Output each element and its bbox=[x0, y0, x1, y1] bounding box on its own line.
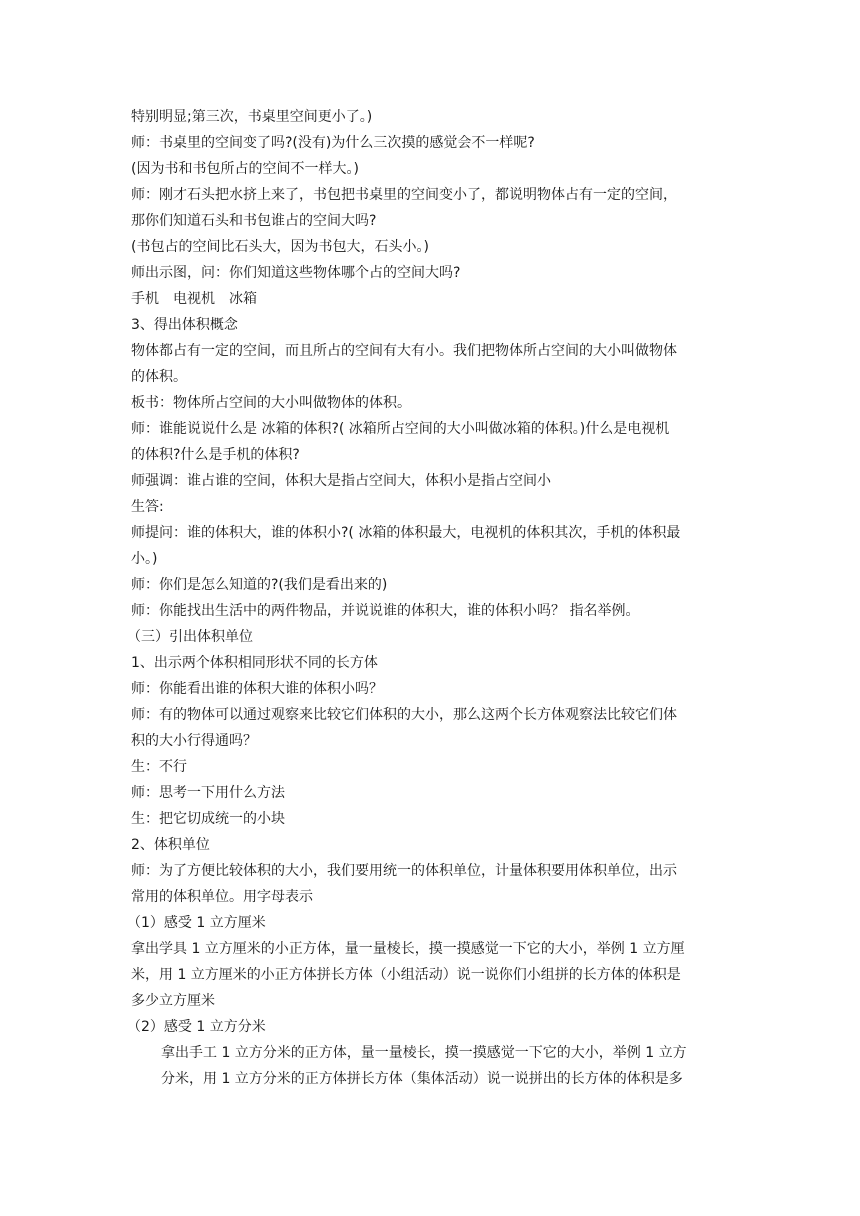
text-line: 分米，用 1 立方分米的正方体拼长方体（集体活动）说一说拼出的长方体的体积是多 bbox=[161, 1071, 683, 1087]
section-heading: （2）感受 1 立方分米 bbox=[127, 1019, 266, 1035]
section-heading: （1）感受 1 立方厘米 bbox=[127, 915, 266, 931]
document-body bbox=[127, 104, 731, 1092]
text-line: 师提问：谁的体积大，谁的体积小?( 冰箱的体积最大，电视机的体积其次，手机的体积最 bbox=[131, 525, 681, 541]
text-line: 师：谁能说说什么是 冰箱的体积?( 冰箱所占空间的大小叫做冰箱的体积。)什么是电视机 bbox=[131, 421, 670, 437]
text-line: 师：你能找出生活中的两件物品，并说说谁的体积大，谁的体积小吗？ 指名举例。 bbox=[131, 603, 640, 619]
text-line: 师出示图，问：你们知道这些物体哪个占的空间大吗? bbox=[131, 265, 461, 281]
text-line: 特别明显;第三次，书桌里空间更小了。) bbox=[131, 109, 373, 125]
text-line: 师：书桌里的空间变了吗?(没有)为什么三次摸的感觉会不一样呢? bbox=[131, 135, 535, 151]
text-line: 生：把它切成统一的小块 bbox=[131, 811, 285, 827]
section-heading: 1、出示两个体积相同形状不同的长方体 bbox=[131, 655, 378, 671]
text-line: 板书：物体所占空间的大小叫做物体的体积。 bbox=[131, 395, 411, 411]
text-line: 手机 电视机 冰箱 bbox=[131, 291, 257, 307]
text-line: 生答: bbox=[131, 499, 164, 515]
text-line: 常用的体积单位。用字母表示 bbox=[131, 889, 313, 905]
section-heading: （三）引出体积单位 bbox=[127, 629, 253, 645]
text-line: 师：思考一下用什么方法 bbox=[131, 785, 285, 801]
text-line: 师：刚才石头把水挤上来了，书包把书桌里的空间变小了，都说明物体占有一定的空间， bbox=[131, 187, 677, 203]
text-line: 师：你能看出谁的体积大谁的体积小吗？ bbox=[131, 681, 383, 697]
text-line: 积的大小行得通吗？ bbox=[131, 733, 257, 749]
text-line: 师：为了方便比较体积的大小，我们要用统一的体积单位，计量体积要用体积单位，出示 bbox=[131, 863, 677, 879]
text-line: 生：不行 bbox=[131, 759, 187, 775]
text-line: 的体积。 bbox=[131, 369, 187, 385]
section-heading: 3、得出体积概念 bbox=[131, 317, 238, 333]
text-line: 师强调：谁占谁的空间，体积大是指占空间大，体积小是指占空间小 bbox=[131, 473, 551, 489]
text-line: 多少立方厘米 bbox=[131, 993, 215, 1009]
text-line: 拿出手工 1 立方分米的正方体，量一量棱长，摸一摸感觉一下它的大小，举例 1 立方 bbox=[161, 1045, 687, 1061]
text-line: (书包占的空间比石头大，因为书包大，石头小。) bbox=[131, 239, 429, 255]
text-line: (因为书和书包所占的空间不一样大。) bbox=[131, 161, 359, 177]
text-line: 物体都占有一定的空间，而且所占的空间有大有小。我们把物体所占空间的大小叫做物体 bbox=[131, 343, 677, 359]
text-line: 师：你们是怎么知道的?(我们是看出来的) bbox=[131, 577, 388, 593]
text-line: 的体积?什么是手机的体积? bbox=[131, 447, 300, 463]
section-heading: 2、体积单位 bbox=[131, 837, 210, 853]
text-line: 小。) bbox=[131, 551, 158, 567]
text-line: 拿出学具 1 立方厘米的小正方体，量一量棱长，摸一摸感觉一下它的大小，举例 1 立方厘 bbox=[131, 941, 685, 957]
text-line: 米，用 1 立方厘米的小正方体拼长方体（小组活动）说一说你们小组拼的长方体的体积是 bbox=[131, 967, 681, 983]
text-line: 那你们知道石头和书包谁占的空间大吗? bbox=[131, 213, 377, 229]
text-line: 师：有的物体可以通过观察来比较它们体积的大小，那么这两个长方体观察法比较它们体 bbox=[131, 707, 677, 723]
